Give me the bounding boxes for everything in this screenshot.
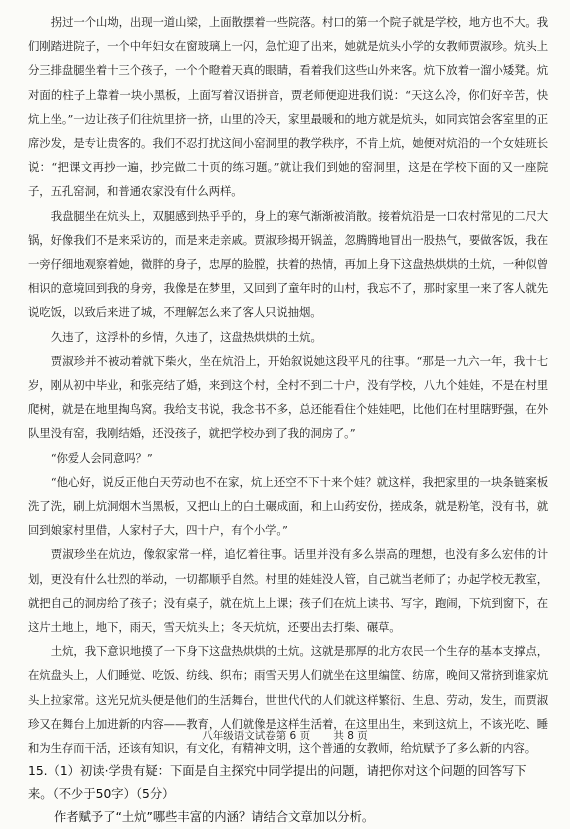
page-number: 八年级语文试卷第 6 页 — [202, 730, 311, 742]
article-paragraph: 贾淑珍坐在炕边，像叙家常一样，追忆着往事。话里并没有多么崇高的理想，也没有多么宏伟的计划，更没有什么壮烈的举动，一切都顺乎自然。村里的娃娃没人管，自己就当老师了；办起学校无教室，就把自己的洞房给了孩子；没有桌子，就在炕上上课；孩子们在炕上读书、写字，跑闹，下炕到窗下，在这片土地上，地下，雨天，雪天炕头上；冬天炕炕，还要出去打柴、碾草。 — [28, 547, 548, 635]
article-paragraph: “你爱人会同意吗？” — [50, 450, 153, 465]
article-paragraph: 我盘腿坐在炕头上，双腿感到热乎乎的，身上的寒气渐渐被消散。接着炕沿是一口农村常见的二尺大锅，好像我们不是来采访的，而是来走亲戚。贾淑珍揭开锅盖，忽腾腾地冒出一股热气，要做客饭，我在一旁仔细地观察着她，微胖的身子，忠厚的脸膛，扶着的热情，再加上身下这盘热烘烘的土炕，一种似曾相识的意境回到我的身旁，我像是在梦里，又回到了童年时的山村，我忘不了，那时家里一来了客人就先说吃饭，以致后来进了城，不理解怎么来了客人只说抽烟。 — [28, 208, 548, 320]
article-paragraph: “他心好，说反正他白天劳动也不在家，炕上还空不下十来个娃？就这样，我把家里的一块条链案板洗了洗，刷上炕洞烟木当黑板，又把山上的白土碾成面，和上山药安份，搓成条，就是粉笔，没有书，就回到娘家村里借，人家村子大，四十户，有个小学。” — [28, 474, 548, 538]
page-footer — [0, 728, 570, 743]
question-block — [28, 760, 548, 829]
question-label: 15.（1）初读·学贵有疑：下面是自主探究中同学提出的问题，请把你对这个问题的回答写下来。（不少于50字）（5分） — [28, 764, 527, 802]
article-paragraph: 久违了，这浮朴的乡情，久违了，这盘热烘烘的土炕。 — [50, 329, 322, 344]
article-paragraph: 土炕，我下意识地摸了一下身下这盘热烘烘的土炕。这就是那厚的北方农民一个生存的基本支撑点，在炕盘头上，人们睡觉、吃饭、纺线、织布；雨雪天男人们就坐在这里编筐、纺席，晚间又常挤到谁家炕头上拉家常。这光兄炕头便是他们的生活舞台，世世代代的人们就这样繁衍、生息、劳动，发生，而贾淑珍又在舞台上加进新的内容——教育，人们就像是这样生活着，在这里出生，来到这炕上，不该光吃、睡和为生存而干活，还该有知识，有文化，有精神文明，这个普通的女教师，给炕赋予了多么新的内容。 — [28, 644, 548, 756]
question-prompt: 作者赋予了“土炕”哪些丰富的内涵？请结合文章加以分析。 — [54, 810, 375, 825]
article-paragraph: 拐过一个山坳，出现一道山梁，上面散摆着一些院落。村口的第一个院子就是学校，地方也不大。我们刚踏进院子，一个中年妇女在窗玻璃上一闪，急忙迎了出来，她就是炕头小学的女教师贾淑珍。炕头上分三排盘腿坐着十三个孩子，一个个瞪着天真的眼睛，看着我们这些山外来客。炕下放着一溜小矮凳。炕对面的柱子上靠着一块小黑板，上面写着汉语拼音，贾老师便迎进我们说：“天这么冷，你们好辛苦，快炕上坐。”一边让孩子们往炕里挤一挤，山里的冷天，家里最暖和的地方就是炕头，如同宾馆会客室里的正席沙发，是专让贵客的。我们不忍打扰这间小窑洞里的教学秩序，不肯上炕，她便对炕沿的一个女娃班长说：“把课文再抄一遍，抄完做二十页的练习题。”就让我们到她的窑洞里，这是在学校下面的又一座院子，五孔窑洞，和普通农家没有什么两样。 — [28, 15, 548, 199]
article-paragraph: 贾淑珍并不被动着就下柴火，坐在炕沿上，开始叙说她这段平凡的往事。“那是一九六一年，我十七岁，刚从初中毕业，和张亮结了婚，来到这个村，全村不到二十户，没有学校，八九个娃娃，不是在村里爬树，就是在地里掏鸟窝。我给支书说，我念书不多，总还能看住个娃娃吧，比他们在村里瞎野强，在外队里没有窑，我刚结婚，还没孩子，就把学校办到了我的洞房了。” — [28, 353, 548, 441]
page-total: 共 8 页 — [333, 730, 368, 742]
article-body — [28, 10, 548, 760]
